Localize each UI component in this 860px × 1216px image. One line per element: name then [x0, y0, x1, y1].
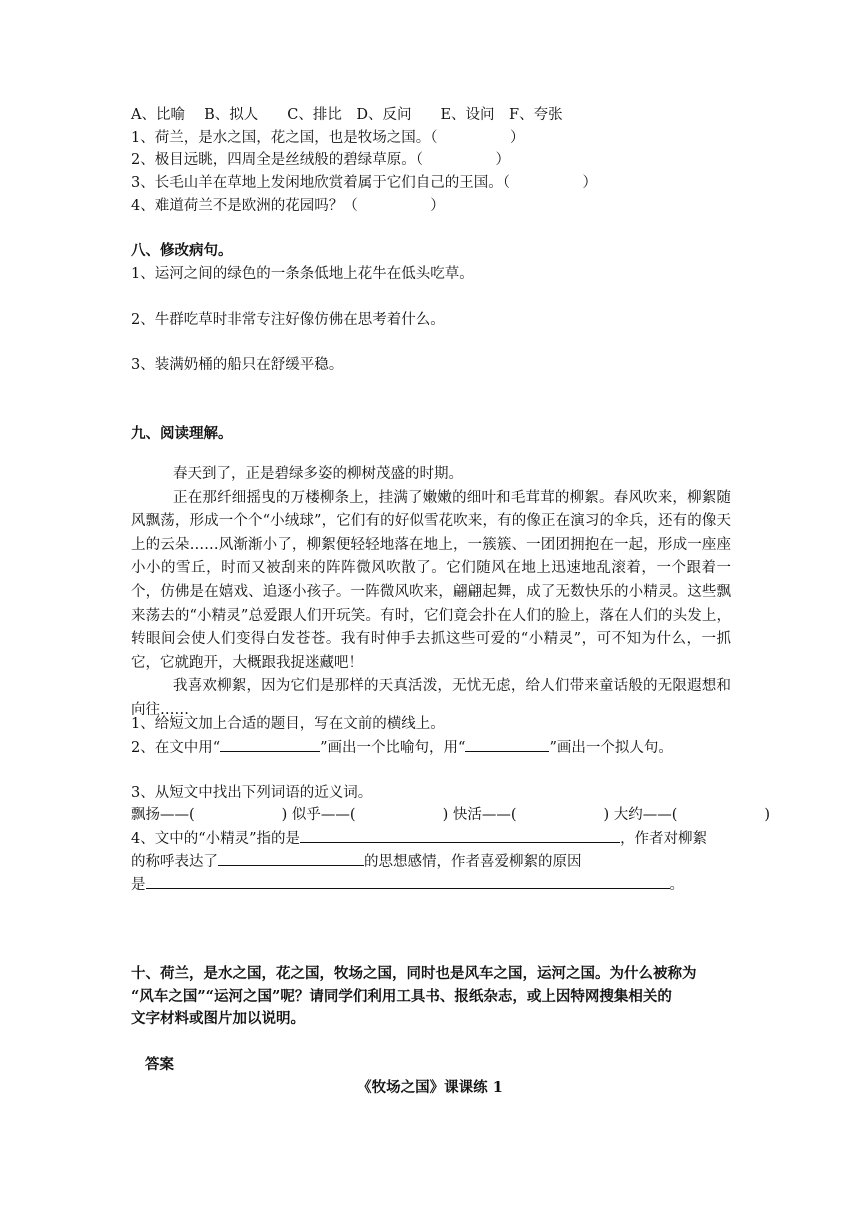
answer-blank [146, 873, 670, 889]
question-line: 1、给短文加上合适的题目，写在文前的横线上。 [131, 716, 445, 732]
answer-blank [218, 850, 364, 866]
question-line [131, 736, 673, 759]
question-line [131, 827, 707, 850]
answer-blank [300, 827, 620, 843]
answer-title: 《牧场之国》课课练 1 [357, 1079, 503, 1096]
question-line [131, 873, 684, 896]
passage-paragraph: 我喜欢柳絮，因为它们是那样的天真活泼，无忧无虑，给人们带来童话般的无限遐想和向往…… [131, 678, 731, 718]
answer-blank [465, 736, 549, 752]
question-text: 是 [131, 877, 146, 893]
synonym-blanks: 飘扬——( ) 似乎——( ) 快活——( ) 大约——( ) [131, 807, 771, 823]
question-line: 3、从短文中找出下列词语的近义词。 [131, 785, 373, 801]
question-line: 3、装满奶桶的船只在舒缓平稳。 [131, 357, 344, 373]
question-text: 4、文中的“小精灵”指的是 [131, 831, 301, 847]
section-heading: 九、阅读理解。 [131, 425, 233, 442]
question-line [131, 850, 582, 873]
section-heading: 八、修改病句。 [131, 242, 233, 259]
question-line: 2、极目远眺，四周全是丝绒般的碧绿草原。（ ） [131, 152, 510, 168]
question-line: 1、运河之间的绿色的一条条低地上花牛在低头吃草。 [131, 266, 474, 282]
question-text: 的称呼表达了 [131, 854, 218, 870]
question-line: 1、荷兰，是水之国，花之国，也是牧场之国。（ ） [131, 130, 525, 146]
question-text: ”画出一个拟人句。 [549, 740, 673, 756]
question-text: 2、在文中用“ [131, 740, 221, 756]
reading-passage [131, 463, 731, 723]
question-line: 3、长毛山羊在草地上发闲地欣赏着属于它们自己的王国。（ ） [131, 175, 597, 191]
section-text: “风车之国”“运河之国”呢？请同学们利用工具书、报纸杂志，或上因特网搜集相关的 [131, 988, 672, 1005]
question-line: 4、难道荷兰不是欧洲的花园吗？（ ） [131, 198, 445, 214]
question-text: ，作者对柳絮 [620, 831, 708, 847]
answer-blank [220, 736, 320, 752]
passage-paragraph: 正在那纤细摇曳的万楼柳条上，挂满了嫩嫩的细叶和毛茸茸的柳絮。春风吹来，柳絮随风飘荡，形成一个个“小绒球”，它们有的好似雪花吹来，有的像正在演习的伞兵，还有的像天上的云朵……风渐渐小了，柳絮便轻轻地落在地上，一簇簇、一团团拥抱在一起，形成一座座小小的雪丘，时而又被刮来的阵阵微风吹散了。它们随风在地上迅速地乱滚着，一个跟着一个，仿佛是在嬉戏、追逐小孩子。一阵微风吹来，翩翩起舞，成了无数快乐的小精灵。这些飘来荡去的“小精灵”总爱跟人们开玩笑。有时，它们竟会扑在人们的脸上，落在人们的头发上，转眼间会使人们变得白发苍苍。我有时伸手去抓这些可爱的“小精灵”，可不知为什么，一抓它，它就跑开，大概跟我捉迷藏吧！ [131, 489, 731, 671]
rhetoric-options: A、比喻 B、拟人 C、排比 D、反问 E、设问 F、夸张 [131, 107, 563, 123]
question-line: 2、牛群吃草时非常专注好像仿佛在思考着什么。 [131, 312, 445, 328]
answer-label: 答案 [145, 1056, 174, 1073]
section-heading: 十、荷兰，是水之国，花之国，牧场之国，同时也是风车之国，运河之国。为什么被称为 [131, 965, 697, 982]
section-text: 文字材料或图片加以说明。 [131, 1010, 305, 1027]
question-text: ”画出一个比喻句，用“ [320, 740, 466, 756]
question-text: 的思想感情，作者喜爱柳絮的原因 [364, 854, 582, 870]
question-text: 。 [669, 877, 684, 893]
passage-paragraph: 春天到了，正是碧绿多姿的柳树茂盛的时期。 [173, 466, 463, 482]
